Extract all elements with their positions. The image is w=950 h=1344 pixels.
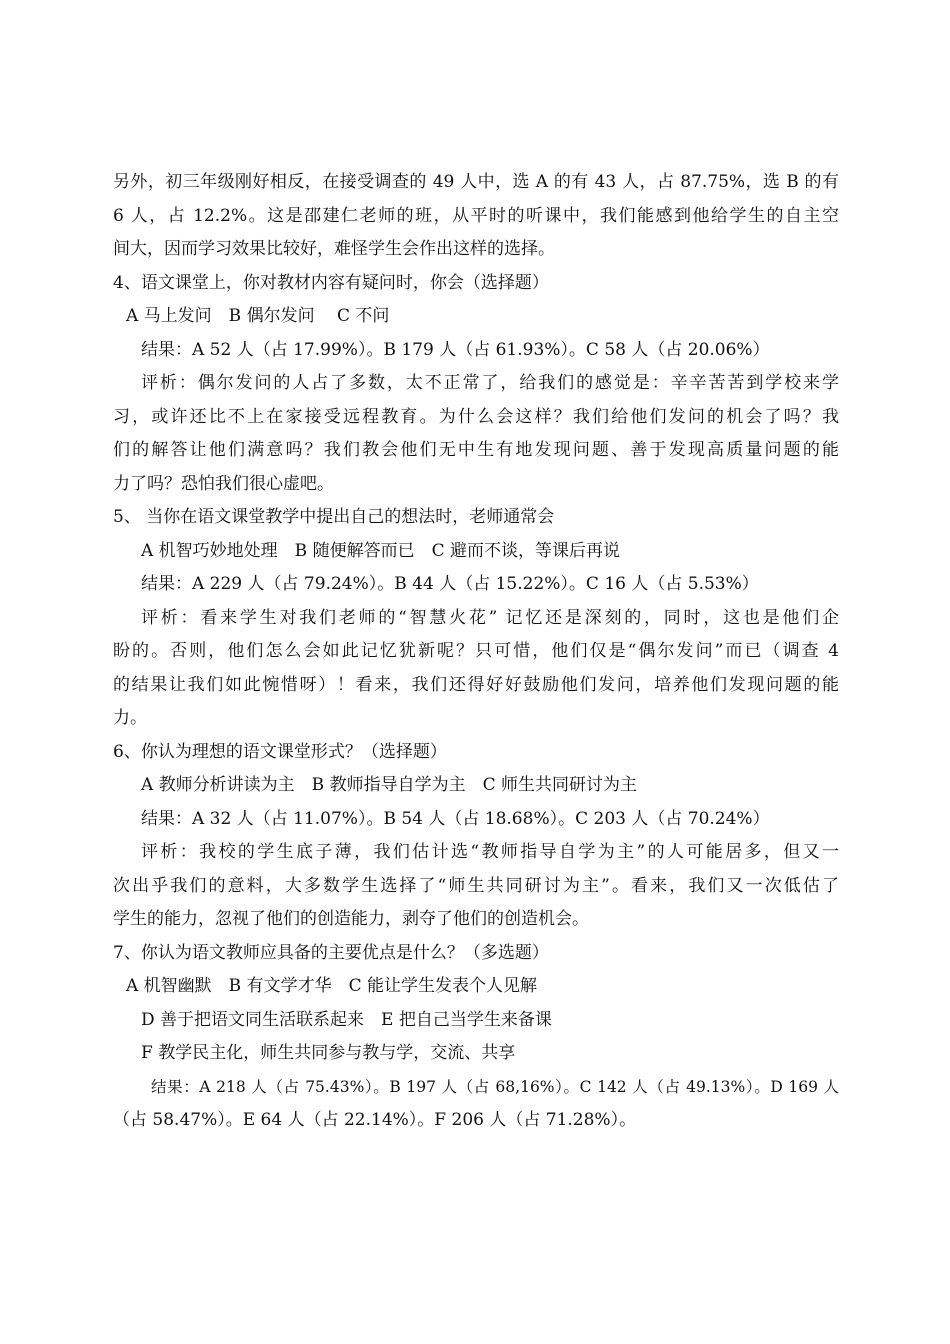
question-7-options: F 教学民主化，师生共同参与教与学，交流、共享 xyxy=(141,1043,516,1063)
question-6-options: A 教师分析讲读为主 B 教师指导自学为主 C 师生共同研讨为主 xyxy=(141,775,637,795)
question-6-result: 结果：A 32 人（占 11.07%）。B 54 人（占 18.68%）。C 203 人（占 70.24%） xyxy=(141,808,770,829)
question-5-analysis: 盼的。否则，他们怎么会如此记忆犹新呢？只可惜，他们仅是“偶尔发问”而已（调查 4 xyxy=(113,641,839,661)
question-5-analysis: 的结果让我们如此惋惜呀）！看来，我们还得好好鼓励他们发问，培养他们发现问题的能 xyxy=(113,674,839,695)
question-5-result: 结果：A 229 人（占 79.24%）。B 44 人（占 15.22%）。C 16 人（占 5.53%） xyxy=(141,574,759,594)
question-6-analysis: 评析：我校的学生底子薄，我们估计选“教师指导自学为主”的人可能居多，但又一 xyxy=(141,842,839,862)
question-7-result: 结果：A 218 人（占 75.43%）。B 197 人（占 68,16%）。C 142 人（占 49.13%）。D 169 人 xyxy=(151,1077,839,1096)
question-5-analysis: 评析：看来学生对我们老师的“智慧火花” 记忆还是深刻的，同时，这也是他们企 xyxy=(141,607,839,628)
question-5-heading: 5、 当你在语文课堂教学中提出自己的想法时，老师通常会 xyxy=(113,507,555,527)
question-4-analysis: 力了吗？恐怕我们很心虚吧。 xyxy=(113,473,334,494)
question-7-result: （占 58.47%）。E 64 人（占 22.14%）。F 206 人（占 71.28%）。 xyxy=(113,1110,637,1130)
paragraph-line: 6 人，占 12.2%。这是邵建仁老师的班，从平时的听课中，我们能感到他给学生的自主空 xyxy=(113,205,839,226)
question-6-analysis: 学生的能力，忽视了他们的创造能力，剥夺了他们的创造机会。 xyxy=(113,909,589,929)
question-4-heading: 4、语文课堂上，你对教材内容有疑问时，你会（选择题） xyxy=(113,272,549,293)
question-5-analysis: 力。 xyxy=(113,708,147,728)
question-6-heading: 6、你认为理想的语文课堂形式？（选择题） xyxy=(113,741,447,762)
question-7-options: A 机智幽默 B 有文学才华 C 能让学生发表个人见解 xyxy=(126,976,537,996)
question-7-options: D 善于把语文同生活联系起来 E 把自己当学生来备课 xyxy=(141,1009,552,1030)
question-4-analysis: 习，或许还比不上在家接受远程教育。为什么会这样？我们给他们发问的机会了吗？我 xyxy=(113,406,839,427)
question-5-options: A 机智巧妙地处理 B 随便解答而已 C 避而不谈，等课后再说 xyxy=(141,540,620,561)
question-4-analysis: 评析：偶尔发问的人占了多数，太不正常了，给我们的感觉是：辛辛苦苦到学校来学 xyxy=(141,373,839,393)
document-page xyxy=(113,166,839,1138)
question-4-options: A 马上发问 B 偶尔发问 C 不问 xyxy=(126,306,390,326)
question-4-analysis: 们的解答让他们满意吗？我们教会他们无中生有地发现问题、善于发现高质量问题的能 xyxy=(113,440,839,460)
paragraph-line: 间大，因而学习效果比较好，难怪学生会作出这样的选择。 xyxy=(113,239,555,259)
question-4-result: 结果：A 52 人（占 17.99%）。B 179 人（占 61.93%）。C 58 人（占 20.06%） xyxy=(141,339,770,360)
question-7-heading: 7、你认为语文教师应具备的主要优点是什么？（多选题） xyxy=(113,942,549,963)
paragraph-line: 另外，初三年级刚好相反，在接受调查的 49 人中，选 A 的有 43 人，占 87.75%，选 B 的有 xyxy=(113,172,839,192)
question-6-analysis: 次出乎我们的意料，大多数学生选择了“师生共同研讨为主”。看来，我们又一次低估了 xyxy=(113,875,839,896)
